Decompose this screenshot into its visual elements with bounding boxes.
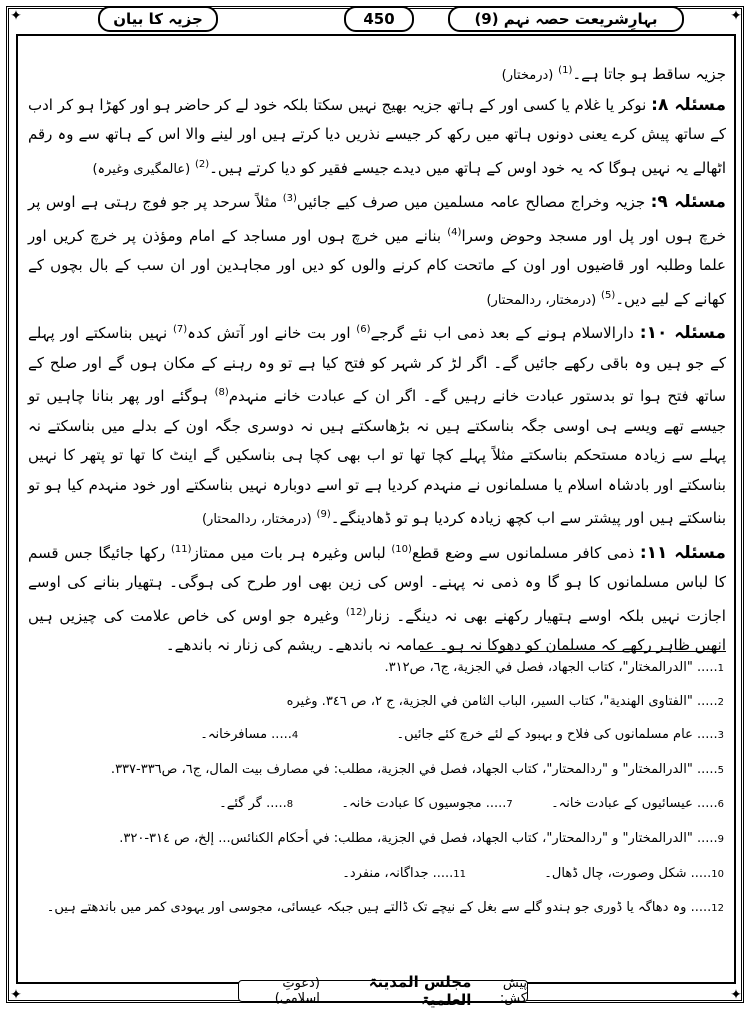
masala-heading: مسئلہ ۸: [651,94,726,115]
paragraph: مسئلہ ۱۰: دارالاسلام ہونے کے بعد ذمی اب نئے گرجے$^{(6)}$ اور بت خانے اور آتش کدہ$^{(7)}$ نہیں بناسکتے اور پہلے کے جو ہیں وہ باقی رکھے جائیں گے۔ اگر لڑ کر شہر کو فتح کیا ہے تو وہ رہنے کے مکان ہوں گے اور صلح کے ساتھ فتح ہوا تو بدستور عبادت خانے رہیں گے۔ اگر ان کے عبادت خانے منہدم$^{(8)}$ ہوگئے اور پھر بنانا چاہیں تو جیسے تھے ویسے ہی اوسی جگہ بناسکتے ہیں نہ بڑھاسکتے ہیں نہ دوسری جگہ اون کے بدلے میں بناسکتے نہ پہلے سے زیادہ مستحکم بناسکتے مثلاً پہلے کچا تھا تو اب بھی کچا ہی بناسکیں گے اینٹ کا تھا تو پتھر کا نہیں بناسکتے اور بادشاہ اسلام یا مسلمانوں نے منہدم کردیا ہے تو اسے دوبارہ نہیں بناسکتے اور خود منہدم کیا ہو تو بناسکتے ہیں اور پیشتر سے اب کچھ زیادہ کردیا ہو تو ڈھادینگے۔$^{(9)}$ (درمختار، ردالمحتار) [28,323,726,527]
footnote: 10..... شکل وصورت، چال ڈھال۔ 11..... جداگانہ، منفرد۔ [342,866,724,881]
page-number [344,6,414,32]
corner-ornament-icon: ✦ [10,8,22,24]
main-content [28,56,726,654]
corner-ornament-icon: ✦ [10,987,22,1003]
masala-heading: مسئلہ ۹: [650,192,726,212]
footnote: 12..... وہ دھاگہ یا ڈوری جو ہندو گلے سے بغل کے نیچے تک ڈالتے ہیں جبکہ عیسائی، مجوسی اور یہودی کمر میں باندھتے ہیں۔ [46,900,724,915]
footer-label: پیش کش: [499,976,527,1006]
paragraph: مسئلہ ۹: جزیہ وخراج مصالح عامہ مسلمین میں صرف کیے جائیں$^{(3)}$ مثلاً سرحد پر جو فوج رہتی ہے اوس پر خرچ ہوں اور پل اور مسجد وحوض وسرا$^{(4)}$ بنانے میں خرچ ہوں اور مساجد کے امام ومؤذن پر خرچ کریں اور علما وطلبہ اور قاضیوں اور اون کے ماتحت کام کرنے والوں کو دیں اور مجاہدین اور ان سب کے بال بچوں کے کھانے کے لیے دیں۔$^{(5)}$ (درمختار، ردالمحتار) [28,192,726,308]
book-title-text: بہارِشریعت حصہ نہم (9) [474,10,658,28]
paragraph: جزیہ ساقط ہو جاتا ہے۔$^{(1)}$ (درمختار) [501,65,726,83]
page-number-text: 450 [363,10,395,28]
chapter-title-text: جزیہ کا بیان [113,10,203,28]
footnote: 6..... عیسائیوں کے عبادت خانہ۔ 7..... مجوسیوں کا عبادت خانہ۔ 8..... گر گئے۔ [219,796,724,811]
publisher-footer [238,973,528,1009]
footnote: 9..... "الدرالمختار" و "ردالمحتار"، كتاب الجهاد، فصل في الجزية، مطلب: في أحكام الكنائس... إلخ، ص ٣١٤-٣٢٠. [119,831,724,846]
paragraph: مسئلہ ۸: نوکر یا غلام یا کسی اور کے ہاتھ جزیہ بھیج نہیں سکتا بلکہ خود لے کر حاضر ہو اور کھڑا ہو کر ادب کے ساتھ پیش کرے یعنی دونوں ہاتھ میں رکھ کر جیسے نذریں دیا کرتے ہیں اور لینے والا اس کے ہاتھ سے وہ رقم اٹھالے یہ نہیں ہوگا کہ یہ خود اوس کے ہاتھ میں دیدے جیسے فقیر کو دیا کرتے ہیں۔$^{(2)}$ (عالمگیری وغیرہ) [28,94,726,177]
footnote: 1..... "الدرالمختار"، كتاب الجهاد، فصل في الجزية، ج٦، ص٣١٢. [384,660,724,675]
paragraph: مسئلہ ۱۱: ذمی کافر مسلمانوں سے وضع قطع$^{(10)}$ لباس وغیرہ ہر بات میں ممتاز$^{(11)}$ رکھا جائیگا جس قسم کا لباس مسلمانوں کا ہو گا وہ ذمی نہ پہنے۔ اوس کی زین بھی اور طرح کی ہوگی۔ ہتھیار بنانے کی اوسے اجازت نہیں بلکہ اوسے ہتھیار رکھنے بھی نہ دینگے۔ زنار$^{(12)}$ وغیرہ جو اوس کی خاص علامت کی چیزیں ہیں انھیں ظاہر رکھے کہ مسلمان کو دھوکا نہ ہو۔ عمامہ نہ باندھے۔ ریشم کی زنار نہ باندھے۔ [28,542,726,654]
reference: (عالمگیری وغیرہ) [92,161,191,177]
publisher-name: مجلس المدینۃ العلمیۃ [368,973,472,1009]
reference: (درمختار) [501,68,554,83]
book-title [448,6,684,32]
masala-heading: مسئلہ ۱۰: [639,323,726,343]
reference: (درمختار، ردالمحتار) [201,512,312,527]
footnote: 5..... "الدرالمختار" و "ردالمحتار"، كتاب الجهاد، فصل في الجزية، مطلب: في مصارف بيت المال، ج٦، ص٣٣٦-٣٣٧. [110,762,724,777]
corner-ornament-icon: ✦ [730,8,742,24]
reference: (درمختار، ردالمحتار) [486,292,597,308]
corner-ornament-icon: ✦ [730,987,742,1003]
publisher-org: (دعوتِ اسلامی) [274,976,320,1006]
footnote-divider [420,651,726,652]
footnote: 2..... "الفتاوى الهندية"، كتاب السير، الباب الثامن في الجزية، ج ٢، ص ٣٤٦. وغيره [286,694,724,709]
masala-heading: مسئلہ ۱۱: [639,542,726,563]
footnote: 3..... عام مسلمانوں کی فلاح و بہبود کے لئے خرچ کئے جائیں۔ 4..... مسافرخانہ۔ [200,727,724,742]
chapter-title [98,6,218,32]
